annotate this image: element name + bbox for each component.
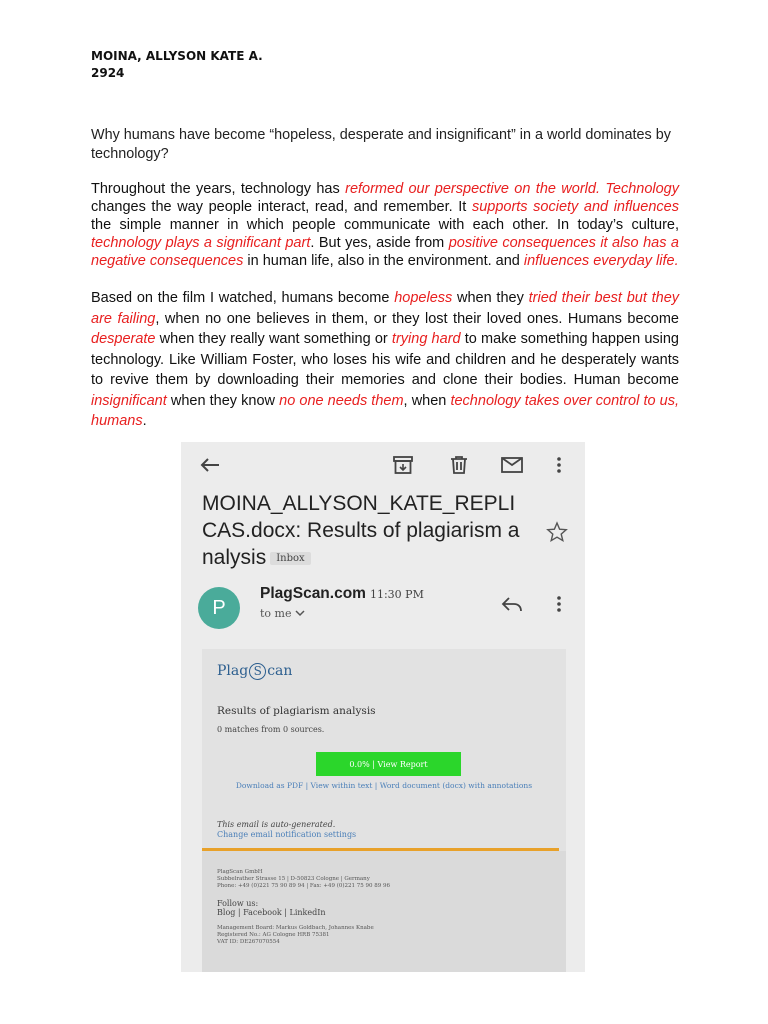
logo-text: Plag — [217, 663, 249, 679]
author-header — [91, 48, 263, 82]
footer-board: Management Board: Markus Goldbach, Johannes Knabe — [217, 925, 374, 931]
mail-icon[interactable] — [499, 453, 525, 477]
avatar[interactable]: P — [198, 587, 240, 629]
highlight: hopeless — [394, 290, 453, 306]
essay-paragraph-1 — [91, 180, 679, 270]
email-footer — [202, 851, 566, 972]
archive-icon[interactable] — [391, 453, 415, 477]
sender-name[interactable]: PlagScan.com — [260, 585, 366, 602]
logo-text: can — [267, 663, 293, 679]
text: , when — [403, 392, 451, 409]
footer-vat: VAT ID: DE267070554 — [217, 939, 280, 945]
email-time: 11:30 PM — [369, 588, 424, 601]
sender-line — [260, 585, 424, 603]
reply-icon[interactable] — [498, 592, 526, 616]
inbox-badge[interactable]: Inbox — [270, 552, 310, 565]
highlight: positive consequences it also has a negative consequences — [91, 235, 679, 269]
footer-social-links[interactable]: Blog | Facebook | LinkedIn — [217, 908, 326, 917]
star-icon[interactable] — [543, 518, 571, 546]
highlight: desperate — [91, 331, 156, 347]
highlight: technology plays a significant part — [91, 235, 311, 251]
delete-icon[interactable] — [447, 453, 471, 477]
back-arrow-icon[interactable] — [197, 452, 223, 478]
footer-phone: Phone: +49 (0)221 75 90 89 94 | Fax: +49 (0)221 75 90 89 96 — [217, 883, 390, 889]
text: . — [142, 413, 147, 429]
chevron-down-icon[interactable] — [295, 607, 305, 620]
text: Based on the film I watched, humans become — [91, 290, 395, 306]
change-settings-link[interactable]: Change email notification settings — [217, 830, 357, 839]
plagscan-logo — [217, 663, 292, 680]
matches-text: 0 matches from 0 sources. — [217, 725, 325, 734]
highlight: technology takes over control to us, humans — [91, 392, 679, 429]
email-body-card — [202, 649, 566, 972]
essay-paragraph-2 — [91, 288, 679, 432]
author-name: MOINA, ALLYSON KATE A. — [91, 49, 263, 63]
more-vert-icon[interactable] — [551, 453, 567, 477]
highlight: insignificant — [91, 392, 167, 409]
text: when they — [452, 290, 529, 306]
footer-address: Subbelrather Strasse 15 | D-50823 Cologne | Germany — [217, 876, 370, 882]
email-toolbar — [181, 442, 585, 488]
highlight: supports society and influences — [471, 199, 679, 215]
text: to make something happen using technology. Like William Foster, who loses his wife and children and he desperately wants to revive them by downloading their memories and clone their bodies. Human become — [91, 331, 679, 388]
text: Throughout the years, technology has — [91, 181, 346, 197]
highlight: no one needs them — [279, 392, 404, 409]
highlight: reformed our perspective on the world. — [345, 181, 600, 197]
text: when they know — [166, 392, 280, 409]
view-report-button[interactable]: 0.0% | View Report — [316, 752, 461, 776]
footer-registration: Registered No.: AG Cologne HRB 75381 — [217, 932, 330, 938]
text: . But yes, aside from — [310, 235, 449, 251]
highlight: influences everyday life. — [523, 253, 679, 269]
highlight: tried their best but they are failing — [91, 290, 680, 327]
text: when they really want something or — [155, 331, 392, 347]
essay-question: Why humans have become “hopeless, desperate and insignificant” in a world dominates by technology? — [91, 127, 671, 162]
email-screenshot — [181, 442, 585, 972]
logo-s: S — [249, 663, 266, 680]
recipient-text: to me — [260, 607, 292, 620]
author-id: 2924 — [91, 66, 125, 80]
text: the simple manner in which people communicate with each other. In today’s culture, — [91, 217, 679, 233]
subject-text: MOINA_ALLYSON_KATE_REPLICAS.docx: Results of plagiarism analysis — [202, 492, 520, 569]
text: , when no one believes in them, or they lost their loved ones. Humans become — [155, 310, 680, 327]
email-subject — [202, 490, 522, 572]
recipient-line[interactable] — [260, 607, 305, 620]
highlight: trying hard — [391, 331, 461, 347]
more-vert-icon[interactable] — [549, 592, 569, 616]
auto-generated-note: This email is auto-generated. — [217, 820, 336, 829]
footer-company: PlagScan GmbH — [217, 869, 263, 875]
highlight: Technology — [605, 181, 679, 197]
download-links[interactable]: Download as PDF | View within text | Word document (docx) with annotations — [235, 781, 533, 790]
text: changes the way people interact, read, and remember. It — [91, 199, 472, 215]
text: in human life, also in the environment. and — [243, 253, 524, 269]
results-title: Results of plagiarism analysis — [217, 705, 376, 717]
footer-follow: Follow us: — [217, 899, 259, 908]
